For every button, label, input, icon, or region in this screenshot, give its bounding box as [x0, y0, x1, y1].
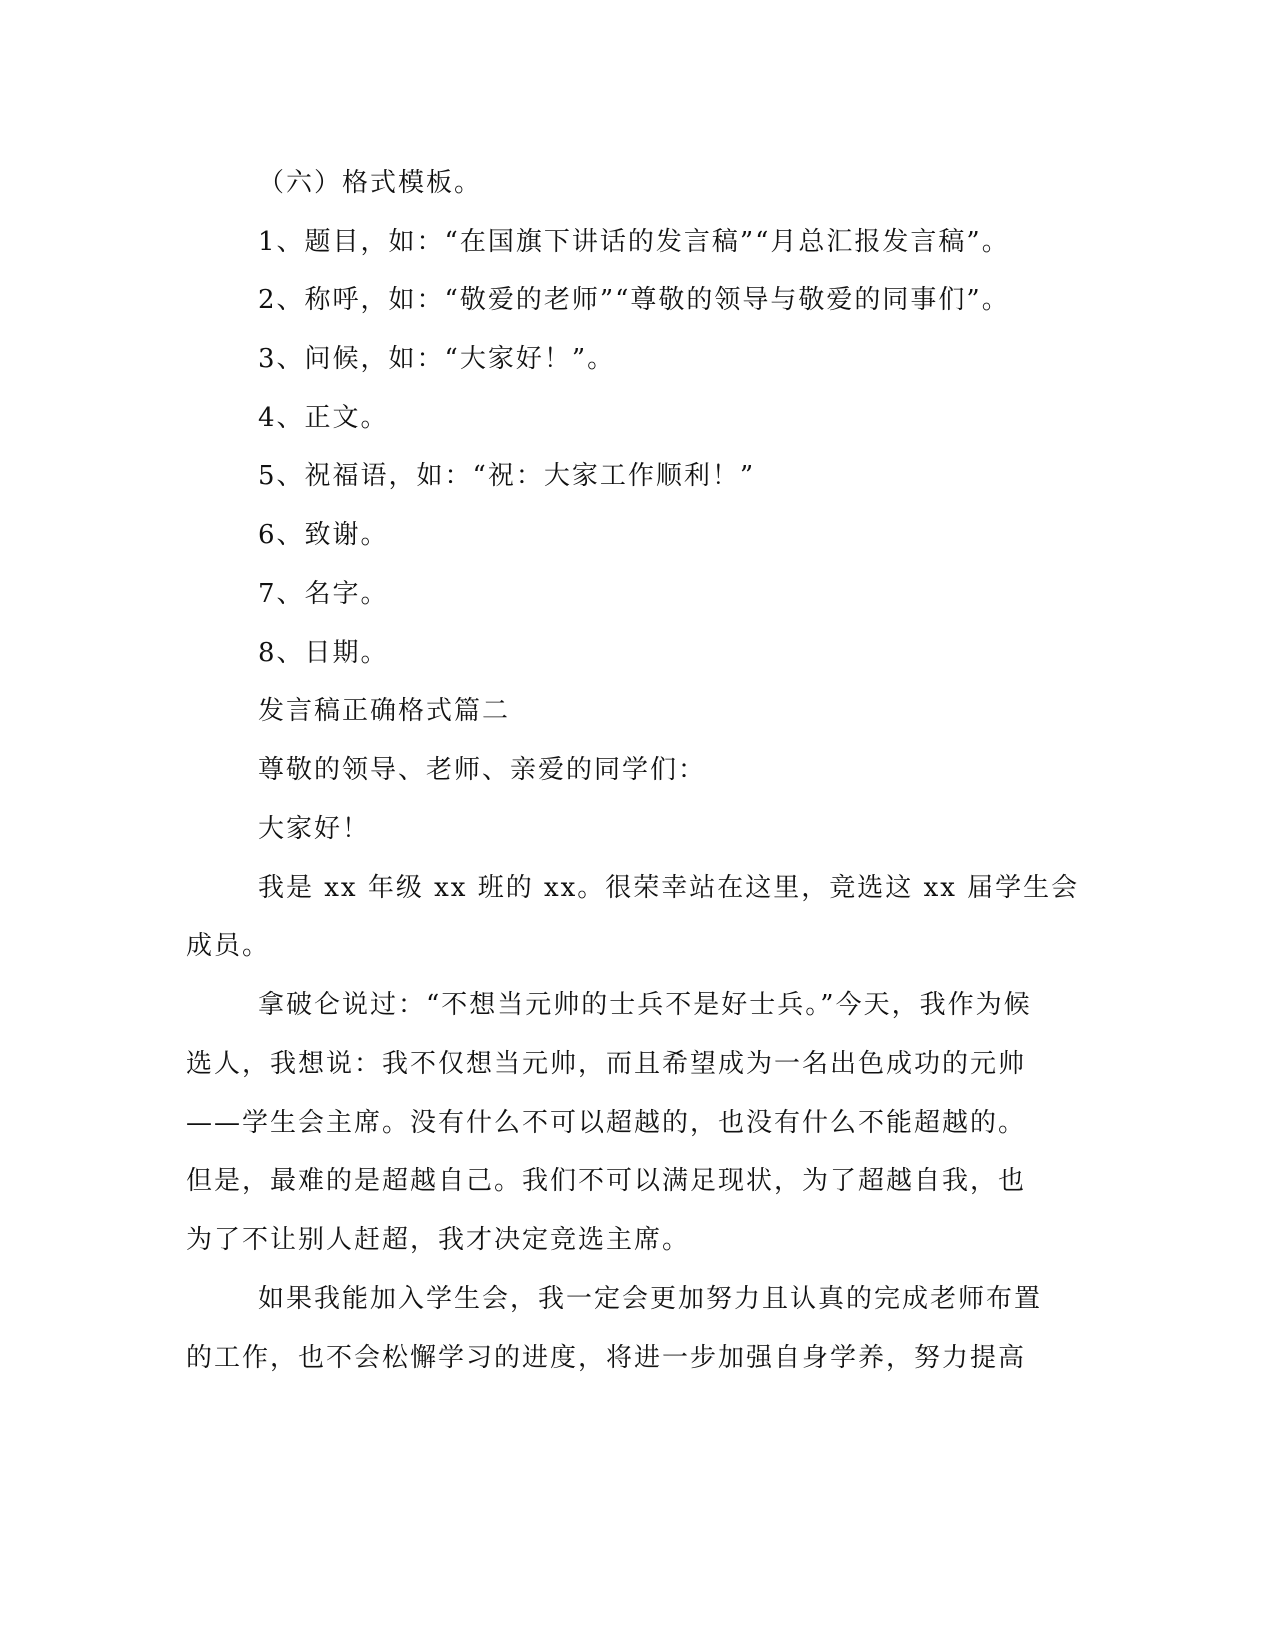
template-item: 2、称呼，如：“敬爱的老师”“尊敬的领导与敬爱的同事们”。	[258, 285, 1010, 315]
paragraph-line: ——学生会主席。没有什么不可以超越的，也没有什么不能超越的。	[186, 1108, 1027, 1138]
paragraph-line: 成员。	[186, 931, 271, 961]
paragraph-line: 我是 xx 年级 xx 班的 xx。很荣幸站在这里，竞选这 xx 届学生会	[258, 873, 1080, 903]
paragraph-line: 拿破仑说过：“不想当元帅的士兵不是好士兵。”今天，我作为候	[258, 990, 1032, 1020]
template-item: 1、题目，如：“在国旗下讲话的发言稿”“月总汇报发言稿”。	[258, 227, 1010, 257]
salutation: 尊敬的领导、老师、亲爱的同学们：	[258, 755, 707, 785]
paragraph-line: 如果我能加入学生会，我一定会更加努力且认真的完成老师布置	[258, 1284, 1043, 1314]
paragraph-line: 选人，我想说：我不仅想当元帅，而且希望成为一名出色成功的元帅	[186, 1049, 1027, 1079]
template-item: 6、致谢。	[258, 520, 389, 550]
template-item: 4、正文。	[258, 403, 389, 433]
template-item: 3、问候，如：“大家好！”。	[258, 344, 616, 374]
template-item: 7、名字。	[258, 579, 389, 609]
template-item: 5、祝福语，如：“祝：大家工作顺利！”	[258, 461, 756, 491]
greeting: 大家好！	[258, 814, 371, 844]
paragraph-line: 的工作，也不会松懈学习的进度，将进一步加强自身学养，努力提高	[186, 1343, 1027, 1373]
paragraph-line: 但是，最难的是超越自己。我们不可以满足现状，为了超越自我，也	[186, 1166, 1027, 1196]
template-heading: （六）格式模板。	[258, 168, 483, 198]
section-title: 发言稿正确格式篇二	[258, 696, 511, 726]
paragraph-line: 为了不让别人赶超，我才决定竞选主席。	[186, 1225, 691, 1255]
template-item: 8、日期。	[258, 638, 389, 668]
